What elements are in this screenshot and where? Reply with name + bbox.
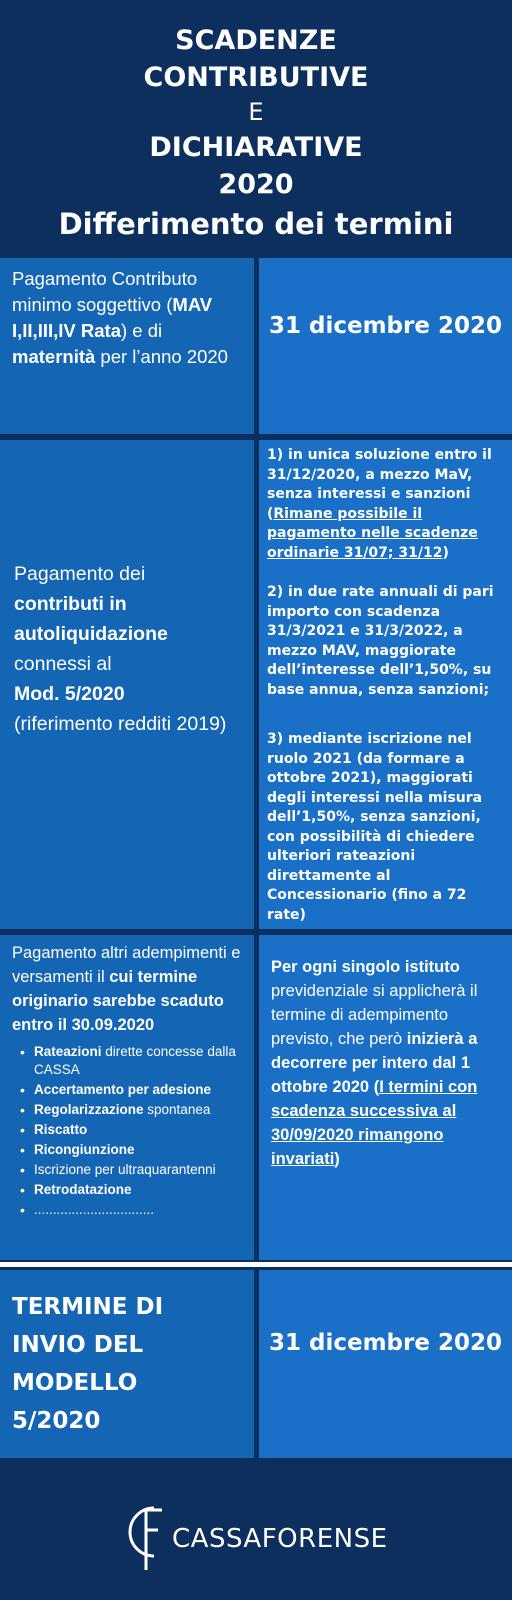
row3-list-item	[12, 1043, 246, 1079]
row3-description	[12, 941, 246, 1037]
row2-text-b: connessi al	[14, 652, 112, 675]
row1-paren-open: (	[166, 294, 173, 315]
row2-right-cell	[259, 440, 512, 929]
row1-left-cell	[0, 258, 254, 434]
title-line-2: CONTRIBUTIVE	[143, 62, 369, 93]
option-1-paren-close: )	[442, 544, 449, 561]
list-item-bold: Retrodatazione	[34, 1182, 132, 1197]
row4-left-cell	[0, 1270, 254, 1458]
title-line-5: 2020	[218, 169, 294, 200]
row4-label: TERMINE DI INVIO DEL MODELLO 5/2020	[12, 1294, 164, 1434]
row3-invariati-link[interactable]: I termini con scadenza successiva al 30/09/2020 rimangono invariati	[271, 1078, 478, 1168]
list-item-text: Iscrizione per ultraquarantenni	[34, 1162, 216, 1177]
row3-list-item	[12, 1121, 246, 1139]
row2-option-2: 2) in due rate annuali di pari importo con scadenza 31/3/2021 e 31/3/2022, a mezzo MAV, maggiorate dell’interesse dell’1,50%, su base annua, senza sanzioni;	[267, 584, 494, 698]
row3-right-cell	[259, 935, 512, 1260]
white-separator	[0, 1262, 512, 1267]
row2-modello: Mod. 5/2020	[14, 682, 125, 705]
row2-left-cell	[0, 440, 254, 929]
row3-right-paren-close: )	[334, 1150, 340, 1168]
row3-left-cell	[0, 935, 254, 1260]
option-1-text: 1) in unica soluzione entro il 31/12/2020, a mezzo MaV, senza interessi e sanzioni	[267, 447, 492, 502]
row3-right-text: previdenziale si applicherà il termine di adempimento previsto, che però	[271, 982, 478, 1048]
row4-deadline: 31 dicembre 2020	[269, 1330, 502, 1356]
list-item-bold: Accertamento per adesione	[34, 1082, 212, 1097]
row1-text-b: ) e di	[120, 320, 163, 341]
title-line-1: SCADENZE	[175, 25, 337, 56]
row1-maternita: maternità	[12, 346, 96, 367]
row3-list-item	[12, 1161, 246, 1179]
row3-list	[12, 1043, 246, 1219]
row2-text-c: (riferimento redditi 2019)	[14, 712, 227, 735]
row3-text-a: Pagamento altri adempimenti e versamenti il	[12, 944, 241, 986]
row2-text-a: Pagamento dei	[14, 562, 146, 585]
row2-option-3: 3) mediante iscrizione nel ruolo 2021 (da formare a ottobre 2021), maggiorati degli interessi nella misura dell’1,50%, senza sanzioni, con possibilità di chiedere ulteriori rateazioni direttamente al Concessionario (fino a 72 rate)	[267, 731, 483, 923]
option-1-note-link[interactable]: Rimane possibile il pagamento nelle scadenze ordinarie 31/07; 31/12	[267, 505, 478, 561]
cf-logo-icon	[120, 1500, 180, 1572]
list-item-bold: Rateazioni	[34, 1044, 102, 1059]
page-header	[0, 0, 512, 252]
row1-right-cell	[259, 258, 512, 434]
row3-right-bold1: Per ogni singolo istituto	[271, 958, 460, 976]
title-line-4: DICHIARATIVE	[149, 132, 363, 163]
title-line-3: E	[248, 98, 264, 126]
option-1-paren-open: (	[267, 505, 274, 522]
row2-contributi: contributi in autoliquidazione	[14, 592, 168, 645]
page-subtitle: Differimento dei termini	[58, 207, 454, 241]
row2-description	[14, 559, 244, 739]
row1-text-a: Pagamento Contributo minimo soggettivo	[12, 268, 198, 315]
row3-bold: cui termine originario sarebbe scaduto entro il 30.09.2020	[12, 968, 224, 1034]
row3-list-item	[12, 1101, 246, 1119]
footer	[0, 1460, 512, 1600]
list-item-bold: Riscatto	[34, 1122, 88, 1137]
list-item-text: spontanea	[143, 1102, 211, 1117]
row1-description	[12, 266, 244, 370]
row3-list-item	[12, 1141, 246, 1159]
list-item-text: ................................	[34, 1202, 155, 1217]
row3-right-paren-open: (	[373, 1078, 380, 1096]
list-item-bold: Ricongiunzione	[34, 1142, 135, 1157]
row4-right-cell	[259, 1270, 512, 1458]
row2-option-1	[267, 446, 504, 563]
row3-list-item	[12, 1081, 246, 1099]
cassaforense-logo	[120, 1500, 400, 1570]
row1-deadline: 31 dicembre 2020	[269, 313, 502, 339]
list-item-bold: Regolarizzazione	[34, 1102, 144, 1117]
row3-right-bold2: inizierà a decorrere per intero dal 1 ottobre 2020	[271, 1030, 478, 1096]
row3-explanation	[271, 955, 502, 1171]
row1-mav-rate: MAV I,II,III,IV Rata	[12, 294, 213, 341]
brand-name: CASSAFORENSE	[172, 1524, 388, 1554]
list-item-text: dirette concesse dalla CASSA	[34, 1044, 236, 1077]
row3-list-item	[12, 1181, 246, 1199]
row1-text-c: per l’anno 2020	[95, 346, 228, 367]
row3-list-item	[12, 1201, 246, 1219]
